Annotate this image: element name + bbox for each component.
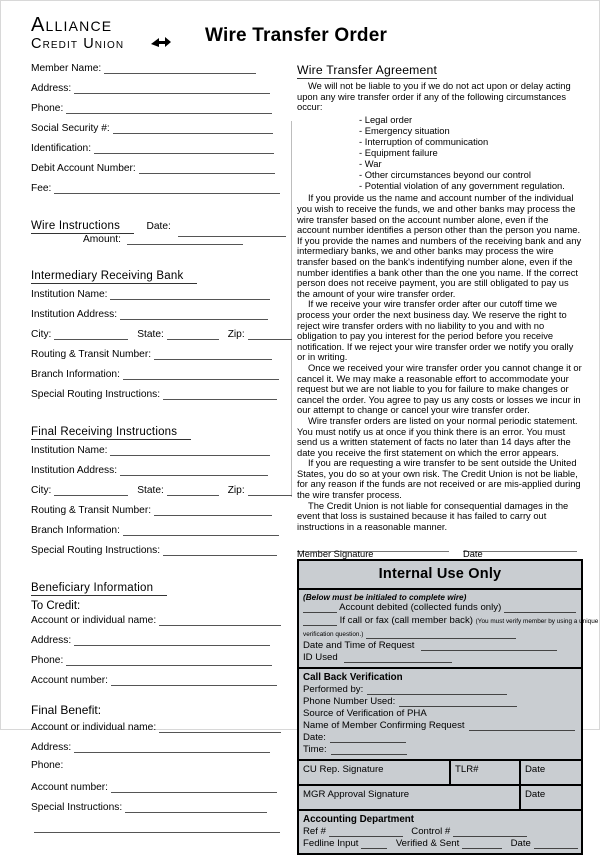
beneficiary-section bbox=[31, 572, 289, 693]
callback-row[interactable] bbox=[303, 732, 577, 744]
signature-date-label: Date bbox=[463, 549, 483, 560]
field-label: Institution Name: bbox=[31, 289, 108, 300]
callback-label: Time: bbox=[303, 744, 327, 756]
call-or-fax-initial[interactable] bbox=[303, 615, 337, 626]
control-label: Control # bbox=[411, 826, 451, 838]
verified-label: Verified & Sent bbox=[395, 838, 460, 850]
field-row[interactable] bbox=[31, 523, 289, 543]
field-label: Fee: bbox=[31, 183, 52, 194]
left-column bbox=[31, 61, 289, 840]
field-label: Institution Address: bbox=[31, 309, 118, 320]
verification-question-input[interactable] bbox=[366, 628, 516, 639]
date-cell[interactable]: Date bbox=[525, 789, 546, 801]
field-row[interactable] bbox=[31, 367, 289, 387]
bullet-item: - War bbox=[359, 158, 583, 169]
bullet-item: - Equipment failure bbox=[359, 147, 583, 158]
field-row[interactable] bbox=[31, 61, 289, 81]
field-input[interactable] bbox=[111, 673, 277, 686]
field-label: Branch Information: bbox=[31, 369, 120, 380]
verified-input[interactable] bbox=[462, 838, 502, 849]
field-input[interactable] bbox=[125, 800, 267, 813]
agreement-paragraph: Wire transfer orders are listed on your normal periodic statement. You must notify us at once if you think there is an error. You must send us a written statement of facts no later than 14 days after the date you receive the first statement on which the error appears. bbox=[297, 415, 578, 458]
field-label: Special Routing Instructions: bbox=[31, 545, 161, 556]
member-signature-label: Member Signature bbox=[297, 549, 374, 560]
callback-row[interactable] bbox=[303, 720, 577, 732]
field-label: Institution Name: bbox=[31, 445, 108, 456]
ref-label: Ref # bbox=[303, 826, 326, 838]
signature-block bbox=[297, 538, 583, 560]
internal-use-only-panel bbox=[297, 559, 599, 855]
intermediary-section bbox=[31, 260, 289, 407]
field-label: Identification: bbox=[31, 143, 92, 154]
field-row[interactable] bbox=[31, 443, 289, 463]
field-label: Address: bbox=[31, 83, 72, 94]
city-state-zip-row[interactable] bbox=[31, 483, 289, 503]
field-label: Institution Address: bbox=[31, 465, 118, 476]
zip-input[interactable] bbox=[248, 327, 292, 340]
callback-label: Phone Number Used: bbox=[303, 696, 396, 708]
agreement-paragraph: If you provide us the name and account number of the individual you wish to receive the funds, we and other banks may process the wire transfer based on the account number alone, even if the account number identifies a person other than the person you name. If you provide the names and numbers of the receiving bank and any intermediary banks, we and other banks may process the wire transfer based on the bank's indentifying number alone, even if the number identifies a bank other than the one you name. If the correct person does not receive payment, you are still obligated to pay us the amount of your wire transfer order. bbox=[297, 193, 582, 299]
date-cell[interactable]: Date bbox=[525, 764, 546, 776]
cu-rep-signature-row bbox=[299, 761, 581, 786]
beneficiary-heading: Beneficiary Information bbox=[31, 582, 167, 596]
accounting-date-input[interactable] bbox=[534, 838, 578, 849]
field-row[interactable] bbox=[31, 141, 289, 161]
logo-line-1: Alliance bbox=[31, 14, 113, 36]
form-header bbox=[19, 9, 583, 61]
callback-input[interactable] bbox=[330, 732, 406, 743]
field-row[interactable] bbox=[31, 613, 289, 633]
field-input[interactable] bbox=[111, 780, 277, 793]
callback-row[interactable] bbox=[303, 744, 577, 756]
bullet-item: - Emergency situation bbox=[359, 125, 583, 136]
city-input[interactable] bbox=[54, 483, 128, 496]
callback-label: Date: bbox=[303, 732, 326, 744]
field-input[interactable] bbox=[113, 121, 273, 134]
accounting-fedline-row[interactable] bbox=[303, 838, 577, 850]
accounting-date-label: Date bbox=[510, 838, 531, 850]
field-input[interactable] bbox=[34, 820, 280, 833]
field-row[interactable] bbox=[31, 503, 289, 523]
intermediary-heading: Intermediary Receiving Bank bbox=[31, 270, 197, 284]
call-or-fax-note: (You must verify member by using a unique bbox=[475, 618, 599, 626]
callback-row[interactable] bbox=[303, 684, 577, 696]
field-row[interactable] bbox=[31, 181, 289, 201]
field-input[interactable] bbox=[163, 543, 277, 556]
to-credit-label: To Credit: bbox=[31, 600, 81, 612]
field-input[interactable] bbox=[74, 740, 270, 753]
field-input[interactable] bbox=[110, 443, 270, 456]
callback-input[interactable] bbox=[367, 684, 507, 695]
field-input[interactable] bbox=[54, 181, 280, 194]
callback-heading: Call Back Verification bbox=[303, 672, 403, 684]
city-label: City: bbox=[31, 485, 52, 496]
field-row[interactable] bbox=[31, 101, 289, 121]
field-row[interactable] bbox=[31, 780, 289, 800]
field-input[interactable] bbox=[120, 307, 268, 320]
field-input[interactable] bbox=[159, 613, 281, 626]
special-instructions-extra-line[interactable] bbox=[31, 820, 289, 840]
zip-label: Zip: bbox=[227, 329, 245, 340]
field-label: Special Routing Instructions: bbox=[31, 389, 161, 400]
field-label: Social Security #: bbox=[31, 123, 110, 134]
fedline-input[interactable] bbox=[361, 838, 387, 849]
account-debited-label: Account debited (collected funds only) bbox=[339, 602, 502, 614]
field-label: Phone: bbox=[31, 760, 64, 771]
state-input[interactable] bbox=[167, 483, 219, 496]
field-label: Account or individual name: bbox=[31, 722, 157, 733]
id-used-input[interactable] bbox=[344, 652, 452, 663]
field-row[interactable] bbox=[31, 81, 289, 101]
field-input[interactable] bbox=[104, 61, 256, 74]
page-title: Wire Transfer Order bbox=[205, 25, 388, 46]
mgr-approval-cell[interactable]: MGR Approval Signature bbox=[299, 786, 521, 809]
callback-row[interactable] bbox=[303, 708, 577, 720]
field-label: Debit Account Number: bbox=[31, 163, 136, 174]
state-label: State: bbox=[137, 485, 164, 496]
field-input[interactable] bbox=[154, 503, 272, 516]
internal-use-only-title: Internal Use Only bbox=[299, 561, 581, 590]
field-row[interactable] bbox=[31, 161, 289, 181]
field-row[interactable] bbox=[31, 121, 289, 141]
field-row[interactable] bbox=[31, 720, 289, 740]
agreement-intro: We will not be liable to you if we do not act upon or delay acting upon any wire transfer order if any of the following circumstances occur: bbox=[297, 81, 571, 113]
callback-row[interactable] bbox=[303, 696, 577, 708]
ref-input[interactable] bbox=[329, 826, 403, 837]
field-row[interactable] bbox=[31, 653, 289, 673]
field-label: Member Name: bbox=[31, 63, 102, 74]
field-row[interactable] bbox=[31, 673, 289, 693]
state-input[interactable] bbox=[167, 327, 219, 340]
field-label: Account number: bbox=[31, 675, 109, 686]
city-state-zip-row[interactable] bbox=[31, 327, 289, 347]
member-fields bbox=[31, 61, 289, 201]
field-input[interactable] bbox=[139, 161, 275, 174]
field-row[interactable] bbox=[31, 543, 289, 563]
field-input[interactable] bbox=[159, 720, 281, 733]
field-input[interactable] bbox=[74, 81, 270, 94]
callback-verification-section bbox=[299, 669, 581, 761]
control-input[interactable] bbox=[453, 826, 527, 837]
agreement-bullet-list bbox=[297, 114, 583, 192]
final-receiving-section bbox=[31, 416, 289, 563]
field-label: Address: bbox=[31, 635, 72, 646]
field-row[interactable] bbox=[31, 287, 289, 307]
agreement-paragraph: If we receive your wire transfer order after our cutoff time we process your order the next business day. We reserve the right to reject wire transfer orders with no liability to you and with no obligation to pay you interest for the period before you receive notification. If we reject your wire transfer order we notify you orally or in writing. bbox=[297, 299, 574, 363]
cu-rep-signature-cell[interactable]: CU Rep. Signature bbox=[299, 761, 451, 784]
field-input[interactable] bbox=[123, 523, 279, 536]
field-label: Account number: bbox=[31, 782, 109, 793]
wire-amount-label: Amount: bbox=[83, 234, 121, 245]
final-receiving-heading: Final Receiving Instructions bbox=[31, 426, 191, 440]
field-input[interactable] bbox=[110, 287, 270, 300]
field-label: Phone: bbox=[31, 655, 64, 666]
callback-label: Name of Member Confirming Request bbox=[303, 720, 465, 732]
agreement-paragraph: Once we received your wire transfer order you cannot change it or cancel it. We may make a reasonable effort to accommodate your request but we are not liable to you for failure to make changes or cancel the order. You agree to pay us any costs or losses we incur in our attempt to change or cancel your wire transfer order. bbox=[297, 362, 582, 416]
field-row[interactable] bbox=[31, 800, 289, 820]
accounting-ref-row[interactable] bbox=[303, 826, 577, 838]
field-label: Special Instructions: bbox=[31, 802, 123, 813]
field-row[interactable] bbox=[31, 463, 289, 483]
agreement-section bbox=[297, 61, 583, 532]
field-input[interactable] bbox=[163, 387, 277, 400]
right-column bbox=[297, 61, 599, 855]
verification-question-label: verification question.) bbox=[303, 631, 364, 639]
arrow-logomark bbox=[150, 35, 172, 51]
bullet-item: - Interruption of communication bbox=[359, 136, 583, 147]
callback-label: Source of Verification of PHA bbox=[303, 708, 427, 720]
mgr-approval-row bbox=[299, 786, 581, 811]
date-time-row[interactable] bbox=[303, 640, 577, 652]
field-row[interactable] bbox=[31, 347, 289, 367]
accounting-heading: Accounting Department bbox=[303, 814, 415, 826]
bullet-item: - Other circumstances beyond our control bbox=[359, 169, 583, 180]
account-debited-initial[interactable] bbox=[303, 602, 337, 613]
city-label: City: bbox=[31, 329, 52, 340]
bullet-item: - Legal order bbox=[359, 114, 583, 125]
field-label: Routing & Transit Number: bbox=[31, 505, 152, 516]
field-input[interactable] bbox=[94, 141, 274, 154]
final-benefit-section bbox=[31, 703, 289, 840]
tlr-cell[interactable]: TLR# bbox=[451, 761, 521, 784]
field-row[interactable] bbox=[31, 307, 289, 327]
field-row[interactable] bbox=[31, 387, 289, 407]
field-label: Routing & Transit Number: bbox=[31, 349, 152, 360]
city-input[interactable] bbox=[54, 327, 128, 340]
logo-line-2: Credit Union bbox=[31, 36, 125, 52]
callback-input[interactable] bbox=[399, 696, 517, 707]
callback-input[interactable] bbox=[469, 720, 575, 731]
field-input[interactable] bbox=[123, 367, 279, 380]
field-input[interactable] bbox=[66, 101, 272, 114]
field-label: Address: bbox=[31, 742, 72, 753]
zip-label: Zip: bbox=[227, 485, 245, 496]
field-input[interactable] bbox=[154, 347, 272, 360]
wire-amount-row[interactable] bbox=[83, 232, 289, 254]
agreement-title: Wire Transfer Agreement bbox=[297, 63, 438, 77]
field-row[interactable] bbox=[31, 740, 289, 760]
initial-note: (Below must be initialed to complete wire) bbox=[303, 593, 467, 603]
field-row[interactable] bbox=[31, 633, 289, 653]
initials-section bbox=[299, 590, 599, 669]
call-or-fax-label: If call or fax (call member back) bbox=[339, 615, 473, 627]
field-row[interactable] bbox=[31, 760, 289, 780]
wire-instructions-heading: Wire Instructions bbox=[31, 220, 134, 234]
field-input[interactable] bbox=[74, 633, 270, 646]
alliance-credit-union-logo bbox=[31, 15, 124, 52]
final-benefit-heading: Final Benefit: bbox=[31, 703, 102, 717]
field-input[interactable] bbox=[120, 463, 268, 476]
field-label: Phone: bbox=[31, 103, 64, 114]
field-label: Branch Information: bbox=[31, 525, 120, 536]
field-input[interactable] bbox=[66, 653, 272, 666]
fedline-label: Fedline Input bbox=[303, 838, 359, 850]
id-used-row[interactable] bbox=[303, 652, 577, 664]
date-time-input[interactable] bbox=[421, 640, 557, 651]
state-label: State: bbox=[137, 329, 164, 340]
agreement-paragraph: If you are requesting a wire transfer to be sent outside the United States, you do so at your own risk. The Credit Union is not be liable, for any reason if the funds are not received or are mis-applied during the wire transfer process. bbox=[297, 458, 581, 501]
callback-label: Performed by: bbox=[303, 684, 364, 696]
bullet-item: - Potential violation of any government regulation. bbox=[359, 180, 583, 191]
accounting-department-section bbox=[299, 811, 581, 853]
field-label: Account or individual name: bbox=[31, 615, 157, 626]
agreement-paragraph: The Credit Union is not liable for consequential damages in the event that loss is sustained because it has failed to carry out instructions in a reasonable manner. bbox=[297, 500, 569, 532]
id-used-label: ID Used bbox=[303, 652, 338, 664]
date-time-label: Date and Time of Request bbox=[303, 640, 415, 652]
column-divider bbox=[291, 121, 292, 497]
account-debited-line[interactable] bbox=[504, 602, 576, 613]
wire-amount-input[interactable] bbox=[127, 232, 243, 245]
wire-date-label: Date: bbox=[146, 221, 171, 232]
zip-input[interactable] bbox=[248, 483, 292, 496]
callback-input[interactable] bbox=[331, 744, 407, 755]
